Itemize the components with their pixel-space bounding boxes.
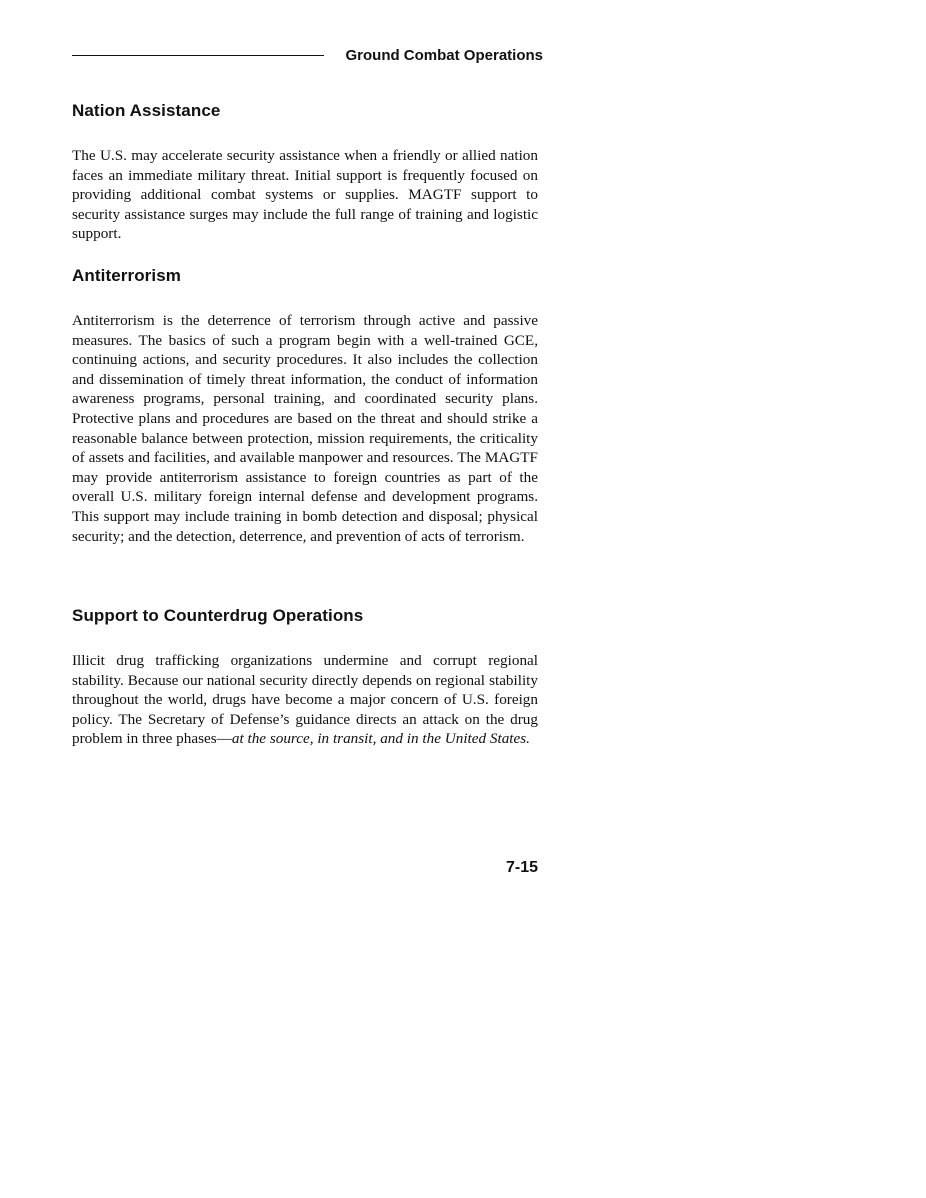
section-antiterrorism xyxy=(72,265,538,546)
paragraph-nation-assistance: The U.S. may accelerate security assistance when a friendly or allied nation faces an immediate military threat. Initial support is frequently focused on providing additional combat systems or supplies. MAGTF support to security assistance surges may include the full range of training and logistic support. xyxy=(72,147,538,243)
paragraph-counterdrug-emphasis: at the source, in transit, and in the United States. xyxy=(231,730,530,748)
header-rule xyxy=(72,55,324,56)
section-heading-counterdrug-operations: Support to Counterdrug Operations xyxy=(72,606,364,625)
section-nation-assistance xyxy=(72,100,538,244)
page-number: 7-15 xyxy=(505,859,538,876)
paragraph-counterdrug-text: Illicit drug trafficking organizations undermine and corrupt regional stability. Because our national security directly depends on regional stability throughout the world, drugs have become a major concern of U.S. foreign policy. The Secretary of Defense’s guidance directs an attack on the drug problem in three phases— xyxy=(72,652,538,748)
section-counterdrug-operations xyxy=(72,605,538,749)
running-header-title: Ground Combat Operations xyxy=(345,47,543,64)
section-heading-nation-assistance: Nation Assistance xyxy=(72,101,221,120)
section-heading-antiterrorism: Antiterrorism xyxy=(72,266,181,285)
running-header xyxy=(72,46,543,68)
paragraph-antiterrorism: Antiterrorism is the deterrence of terrorism through active and passive measures. The basics of such a program begin with a well-trained GCE, continuing actions, and security procedures. It also includes the collection and dissemination of timely threat information, the conduct of information awareness programs, personal training, and coordinated security plans. Protective plans and procedures are based on the threat and should strike a reasonable balance between protection, mission requirements, the criticality of assets and facilities, and available manpower and resources. The MAGTF may provide antiterrorism assistance to foreign countries as part of the overall U.S. military foreign internal defense and development programs. This support may include training in bomb detection and disposal; physical security; and the detection, deterrence, and prevention of acts of terrorism. xyxy=(72,312,538,545)
paragraph-counterdrug-operations xyxy=(72,651,538,749)
